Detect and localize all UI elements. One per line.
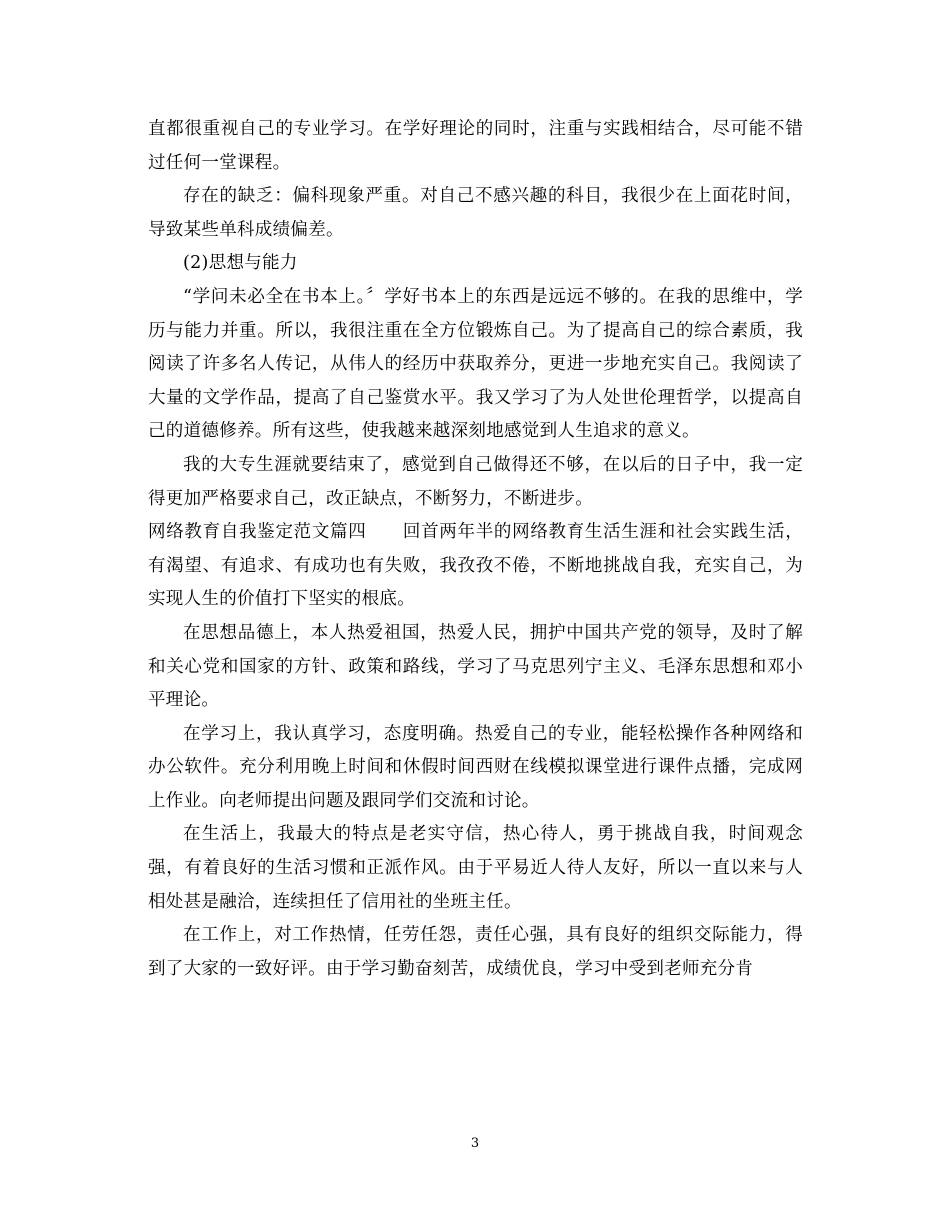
paragraph-8: 在生活上，我最大的特点是老实守信，热心待人，勇于挑战自我，时间观念强，有着良好的生活习惯和正派作风。由于平易近人待人友好，所以一直以来与人相处甚是融洽，连续担任了信用社的坐班主任。 bbox=[148, 824, 803, 912]
page-number: 3 bbox=[470, 1136, 480, 1151]
paragraph-9: 在工作上，对工作热情，任劳任怨，责任心强，具有良好的组织交际能力，得到了大家的一致好评。由于学习勤奋刻苦，成绩优良，学习中受到老师充分肯 bbox=[148, 925, 803, 979]
document-body bbox=[148, 113, 803, 986]
section-heading: (2)思想与能力 bbox=[183, 253, 298, 274]
paragraph-1: 直都很重视自己的专业学习。在学好理论的同时，注重与实践相结合，尽可能不错过任何一堂课程。 bbox=[148, 119, 803, 173]
paragraph-5: 网络教育自我鉴定范文篇四 回首两年半的网络教育生活生涯和社会实践生活，有渴望、有追求、有成功也有失败，我孜孜不倦，不断地挑战自我，充实自己，为实现人生的价值打下坚实的根底。 bbox=[148, 522, 803, 610]
paragraph-3: “学问未必全在书本上。〞学好书本上的东西是远远不够的。在我的思维中，学历与能力并重。所以，我很注重在全方位锻炼自己。为了提高自己的综合素质，我阅读了许多名人传记，从伟人的经历中获取养分，更进一步地充实自己。我阅读了大量的文学作品，提高了自己鉴赏水平。我又学习了为人处世伦理哲学，以提高自己的道德修养。所有这些，使我越来越深刻地感觉到人生追求的意义。 bbox=[148, 286, 803, 442]
paragraph-6: 在思想品德上，本人热爱祖国，热爱人民，拥护中国共产党的领导，及时了解和关心党和国家的方针、政策和路线，学习了马克思列宁主义、毛泽东思想和邓小平理论。 bbox=[148, 622, 803, 711]
paragraph-7: 在学习上，我认真学习，态度明确。热爱自己的专业，能轻松操作各种网络和办公软件。充分利用晚上时间和休假时间西财在线模拟课堂进行课件点播，完成网上作业。向老师提出问题及跟同学们交流和讨论。 bbox=[148, 723, 803, 811]
paragraph-2: 存在的缺乏：偏科现象严重。对自己不感兴趣的科目，我很少在上面花时间，导致某些单科成绩偏差。 bbox=[148, 186, 803, 240]
paragraph-4: 我的大专生涯就要结束了，感觉到自己做得还不够，在以后的日子中，我一定得更加严格要求自己，改正缺点，不断努力，不断进步。 bbox=[148, 454, 803, 509]
